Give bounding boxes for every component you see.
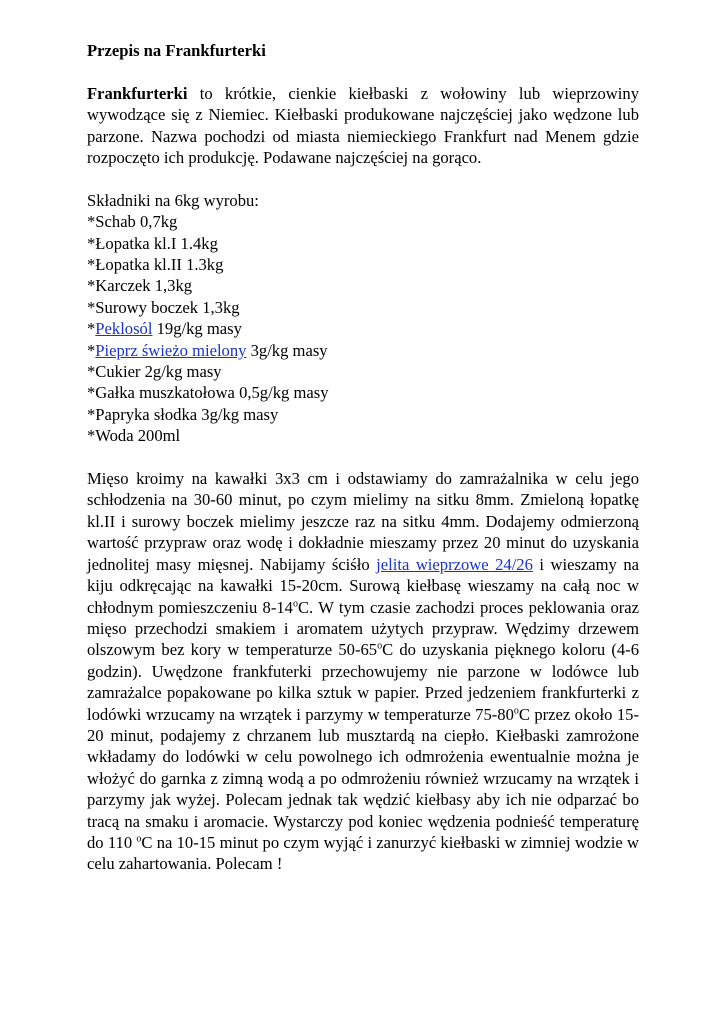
- ingredient-item: [87, 340, 639, 361]
- ingredient-bullet: *: [87, 276, 96, 296]
- document-page: [87, 40, 639, 875]
- method-text: C przez około 15-20 minut, podajemy z chrzanem lub musztardą na ciepło. Kiełbaski zamrożone wkładamy do lodówki w celu powolnego ich odmrożenia ewentualnie można je włożyć do garnka z zimną wodą a po odmrożeniu również wrzucamy na wrzątek i parzymy jak wyżej. Polecam jednak tak wędzić kiełbasy aby ich nie odparzać bo tracą na smaku i aromacie. Wystarczy pod koniec wędzenia podnieść temperaturę do 110: [87, 704, 639, 852]
- ingredient-bullet: *: [87, 233, 96, 253]
- ingredient-text: Papryka słodka 3g/kg masy: [95, 404, 279, 424]
- method-text: Mięso kroimy na kawałki 3x3 cm i odstawiamy do zamrażalnika w celu jego schłodzenia na 30-60 minut, po czym mielimy na sitku 8mm. Zmieloną łopatkę kl.II i surowy boczek mielimy jeszcze raz na sitku 4mm. Dodajemy odmierzoną wartość przypraw oraz wodę i dokładnie mieszamy przez 20 minut do uzyskania jednolitej masy mięsnej. Nabijamy ściśło: [87, 469, 639, 574]
- ingredient-item: [87, 275, 639, 296]
- ingredient-item: [87, 382, 639, 403]
- ingredient-text: Gałka muszkatołowa 0,5g/kg masy: [95, 383, 329, 403]
- ingredient-bullet: *: [87, 340, 96, 360]
- ingredient-text: Karczek 1,3kg: [95, 276, 193, 296]
- method-text: C. W tym czasie zachodzi proces peklowania oraz mięso przechodzi smakiem i aromatem użytych przypraw. Wędzimy drzewem olszowym bez kory w temperaturze 50-65: [87, 597, 639, 660]
- ingredient-bullet: *: [87, 404, 96, 424]
- method-paragraph: [87, 468, 639, 875]
- spacer: [87, 447, 639, 468]
- ingredient-item: [87, 297, 639, 318]
- ingredient-item: [87, 404, 639, 425]
- ingredient-text: Cukier 2g/kg masy: [95, 362, 222, 382]
- method-text: i wieszamy na kiju odkręcając na kawałki 15-20cm. Surową kiełbasę wieszamy na całą noc w chłodnym pomieszczeniu 8-14: [87, 554, 640, 617]
- degree-mark: o: [292, 597, 298, 609]
- ingredient-item: [87, 254, 639, 275]
- method-text: C na 10-15 minut po czym wyjąć i zanurzyć kiełbaski w zimniej wodzie w celu zahartowania. Polecam !: [87, 832, 639, 874]
- ingredients-heading: Składniki na 6kg wyrobu:: [87, 190, 259, 210]
- degree-mark: o: [377, 640, 383, 652]
- ingredient-item: [87, 361, 639, 382]
- ingredient-bullet: *: [87, 362, 96, 382]
- ingredient-text: Schab 0,7kg: [95, 212, 178, 232]
- ingredient-text: Łopatka kl.I 1.4kg: [95, 233, 218, 253]
- jelita-link[interactable]: jelita wieprzowe 24/26: [376, 554, 533, 574]
- spacer: [87, 168, 639, 189]
- ingredient-text: Surowy boczek 1,3kg: [95, 297, 240, 317]
- ingredient-bullet: *: [87, 255, 96, 275]
- intro-bold-term: Frankfurterki: [87, 83, 188, 103]
- ingredient-bullet: *: [87, 426, 96, 446]
- method-text: C do uzyskania pięknego koloru (4-6 godzin). Uwędzone frankfuterki przechowujemy nie parzone w lodówce lub zamrażalce popakowane po kilka sztuk w papier. Przed jedzeniem frankfurterki z lodówki wrzucamy na wrzątek i parzymy w temperaturze 75-80: [87, 640, 639, 724]
- ingredient-bullet: *: [87, 319, 96, 339]
- document-title: Przepis na Frankfurterki: [87, 41, 266, 60]
- pieprz-link[interactable]: Pieprz świeżo mielony: [95, 340, 247, 360]
- ingredient-item: [87, 233, 639, 254]
- ingredient-bullet: *: [87, 297, 96, 317]
- ingredient-item: [87, 425, 639, 446]
- degree-mark: o: [513, 705, 519, 717]
- ingredient-text: Woda 200ml: [95, 426, 181, 446]
- ingredients-list: [87, 211, 639, 446]
- ingredient-text: Łopatka kl.II 1.3kg: [95, 255, 224, 275]
- degree-mark: o: [136, 833, 142, 845]
- ingredient-item: [87, 318, 639, 339]
- ingredient-bullet: *: [87, 212, 96, 232]
- ingredient-text: 3g/kg masy: [246, 340, 328, 360]
- intro-paragraph: [87, 83, 639, 169]
- ingredient-item: [87, 211, 639, 232]
- intro-text: to krótkie, cienkie kiełbaski z wołowiny lub wieprzowiny wywodzące się z Niemiec. Kiełbaski produkowane najczęściej jako wędzone lub parzone. Nazwa pochodzi od miasta niemieckiego Frankfurt nad Menem gdzie rozpoczęto ich produkcję. Podawane najczęściej na gorąco.: [87, 83, 639, 168]
- ingredient-bullet: *: [87, 383, 96, 403]
- peklosol-link[interactable]: Peklosól: [95, 319, 153, 339]
- ingredient-text: 19g/kg masy: [152, 319, 242, 339]
